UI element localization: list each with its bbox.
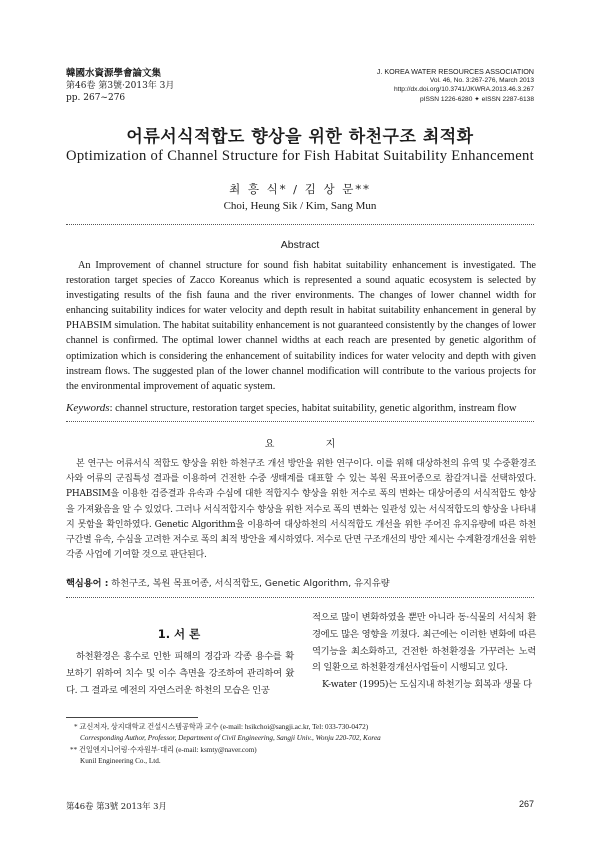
abstract-heading: Abstract [280, 239, 320, 251]
doi-link[interactable]: http://dx.doi.org/10.3741/JKWRA.2013.46.3.267 [393, 86, 534, 94]
yoji-text: 본 연구는 어류서식 적합도 향상을 위한 하천구조 개선 방안을 위한 연구이다. 이를 위해 대상하천의 유역 및 수중환경조사와 어류의 군집특성 결과를 이용하여 건전한 수중 생태계를 대표할 수 있는 복원 목표어종으로 참갈겨니를 선택하였다. PHABSIM을 이용한 검증결과 유속과 수심에 대한 적합지수 향상을 위한 저수로 폭의 변화는 대상어종의 서식적합도 향상을 가져왔음을 알 수 있었다. 그러나 서식적합지수 향상을 위한 저수로 폭의 변화는 일관성 있는 서식적합도의 향상을 나타내지 못함을 확인하였다. Genetic Algorithm을 이용하여 대상하천의 서식적합도 개선을 위한 주어진 유지유량에 따른 하천 구간별 유속, 수심을 고려한 저수로 폭의 최적 방안을 제시하였다. 저수로 단면 구조개선의 방안 제시는 수계환경개선을 위한 각종 사업에 기여할 것으로 판단된다. [66, 459, 536, 561]
page-number: 267 [518, 799, 534, 809]
keywords-en [66, 402, 536, 414]
section-heading: 1. 서 론 [157, 627, 201, 641]
footer-volume: 第46卷 第3號 2013年 3月 [66, 801, 167, 811]
abstract-body [66, 258, 536, 394]
footnote-1-en: Corresponding Author, Professor, Department of Civil Engineering, Sangji Univ., Wonju 220-702, Korea [80, 734, 381, 743]
journal-header-right [377, 67, 534, 104]
divider-top [66, 224, 534, 225]
footnote-rule [66, 717, 198, 718]
footnote-1: * 교신저자, 상지대학교 건설시스템공학과 교수 (e-mail: hsikchoi@sangji.ac.kr, Tel: 033-730-0472) [74, 723, 369, 731]
footnote-2-en: Kunil Engineering Co., Ltd. [80, 757, 161, 766]
keywords-ko-text: 하천구조, 복원 목표어종, 서식적합도, Genetic Algorithm, 유지유량 [111, 578, 390, 589]
footnote-2: ** 건일엔지니어링·수자원부·대리 (e-mail: ksmty@naver.com) [70, 745, 257, 754]
journal-name-en: J. KOREA WATER RESOURCES ASSOCIATION [376, 67, 534, 76]
keywords-ko [66, 575, 390, 589]
keywords-ko-label: 핵심용어 : [66, 578, 109, 589]
intro-right-p1: 적으로 많이 변화하였을 뿐만 아니라 동·식물의 서식처 환경에도 많은 영향을 끼쳤다. 최근에는 이러한 변화에 따른 역기능을 최소화하고, 건전한 하천환경을 가꾸려는 노력의 일환으로 하천환경개선사업들이 시행되고 있다. [312, 612, 536, 674]
intro-right-column [312, 610, 536, 694]
footnotes [66, 722, 536, 768]
paper-title-ko: 어류서식적합도 향상을 위한 하천구조 최적화 [126, 127, 474, 147]
keywords-text: : channel structure, restoration target species, habitat suitability, genetic algorithm, instream flow [109, 403, 517, 414]
authors-en: Choi, Heung Sik / Kim, Sang Mun [223, 200, 377, 212]
intro-left-text: 하천환경은 홍수로 인한 피해의 경감과 각종 용수를 확보하기 위하여 치수 및 이수 측면을 강조하여 관리하여 왔다. 그 결과로 예전의 자연스러운 하천의 모습은 인공 [66, 651, 294, 696]
journal-header-left [66, 68, 174, 104]
divider-mid [66, 421, 534, 422]
abstract-text: An Improvement of channel structure for sound fish habitat suitability enhancement is investigated. The restoration target species of Zacco Koreanus which is represented a sound aquatic ecosystem is selected by investigating results of the fish fauna and the river environments. The changes of lower channel width for enhancing suitability indices for water velocity and depth result in habitat suitability enhancement in general by PHABSIM simulation. The habitat suitability enhancement is not guaranteed consistently by the changes of lower channel is confirmed. The optimal lower channel widths at each reach are presented by genetic algorithm of optimization which is considering the enhancement of suitability indices for water velocity and depth with given instream flows. The suggested plan of the lower channel modification will contribute to the various projects for the environmental improvement of aquatic system. [66, 260, 536, 392]
volume-en: Vol. 46, No. 3:267-276, March 2013 [429, 77, 534, 85]
intro-right-p2: K-water (1995)는 도심지내 하천기능 회복과 생물 다 [322, 679, 532, 691]
divider-bottom [66, 597, 534, 598]
journal-name-ko: 韓國水資源學會論文集 [66, 68, 162, 79]
intro-left-column [66, 649, 294, 699]
issn: pISSN 1226-6280 ✦ eISSN 2287-6138 [419, 95, 534, 103]
paper-title-en: Optimization of Channel Structure for Fish Habitat Suitability Enhancement [65, 148, 535, 164]
keywords-label: Keywords [66, 402, 110, 414]
page-range: pp. 267~276 [66, 93, 126, 103]
yoji-heading: 요 지 [264, 439, 360, 450]
yoji-body [66, 457, 536, 563]
authors-ko: 최 흥 식* / 김 상 문** [229, 182, 371, 196]
volume-ko: 第46卷 第3號·2013年 3月 [66, 81, 175, 91]
